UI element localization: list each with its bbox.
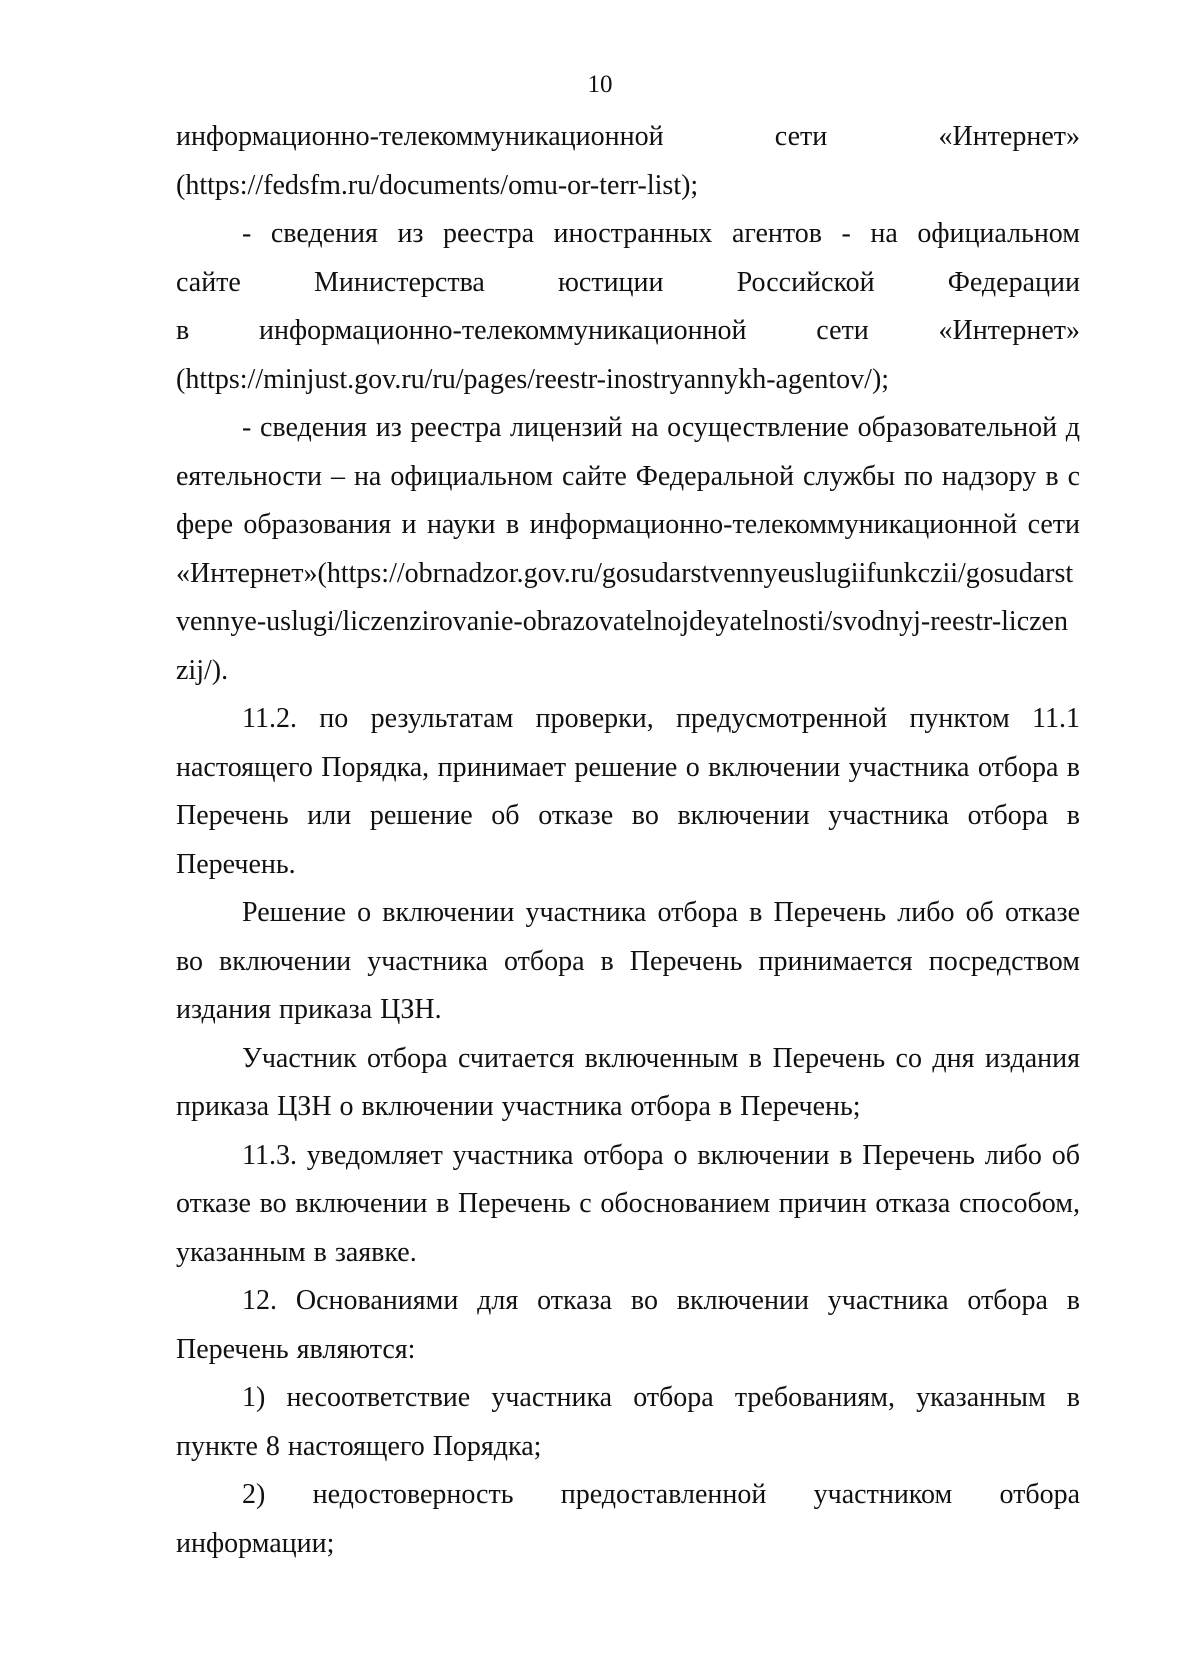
paragraph-decision: Решение о включении участника отбора в Перечень либо об отказе во включении участника отбора в Перечень принимается посредством издания приказа ЦЗН. (176, 897, 1080, 1025)
line-internet-network: информационно-телекоммуникационной сети «Интернет» (176, 121, 1080, 152)
line-internet-network-2: в информационно-телекоммуникационной сети «Интернет» (176, 315, 1080, 346)
paragraph-11-3: 11.3. уведомляет участника отбора о включении в Перечень либо об отказе во включении в Перечень с обоснованием причин отказа способом, указанным в заявке. (176, 1139, 1080, 1268)
page-number: 10 (587, 71, 613, 98)
document-body (176, 113, 1080, 1568)
line-minjust-url: (https://minjust.gov.ru/ru/pages/reestr-inostryannykh-agentov/); (176, 363, 890, 395)
paragraph-12-2: 2) недостоверность предоставленной участником отбора информации; (176, 1479, 1080, 1559)
line-fedsfm-url: (https://fedsfm.ru/documents/omu-or-terr-list); (176, 169, 699, 201)
line-ministry-justice: сайте Министерства юстиции Российской Федерации (176, 266, 1080, 298)
paragraph-included: Участник отбора считается включенным в Перечень со дня издания приказа ЦЗН о включении участника отбора в Перечень; (176, 1042, 1080, 1122)
paragraph-licenses-registry: - сведения из реестра лицензий на осуществление образовательной деятельности – на официальном сайте Федеральной службы по надзору в сфере образования и науки в информационно-телекоммуникационной сети «Интернет»(https://obrnadzor.gov.ru/gosudarstvennyeuslugiifunkczii/gosudarstvennye-uslugi/liczenzirovanie-obrazovatelnojdeyatelnosti/svodnyj-reestr-liczenzij/). (176, 412, 1080, 686)
paragraph-12: 12. Основаниями для отказа во включении участника отбора в Перечень являются: (176, 1285, 1080, 1365)
paragraph-12-1: 1) несоответствие участника отбора требованиям, указанным в пункте 8 настоящего Порядка; (176, 1382, 1080, 1462)
paragraph-11-2: 11.2. по результатам проверки, предусмотренной пунктом 11.1 настоящего Порядка, принимает решение о включении участника отбора в Перечень или решение об отказе во включении участника отбора в Перечень. (176, 703, 1080, 880)
line-foreign-agents: - сведения из реестра иностранных агентов - на официальном (242, 218, 1080, 249)
